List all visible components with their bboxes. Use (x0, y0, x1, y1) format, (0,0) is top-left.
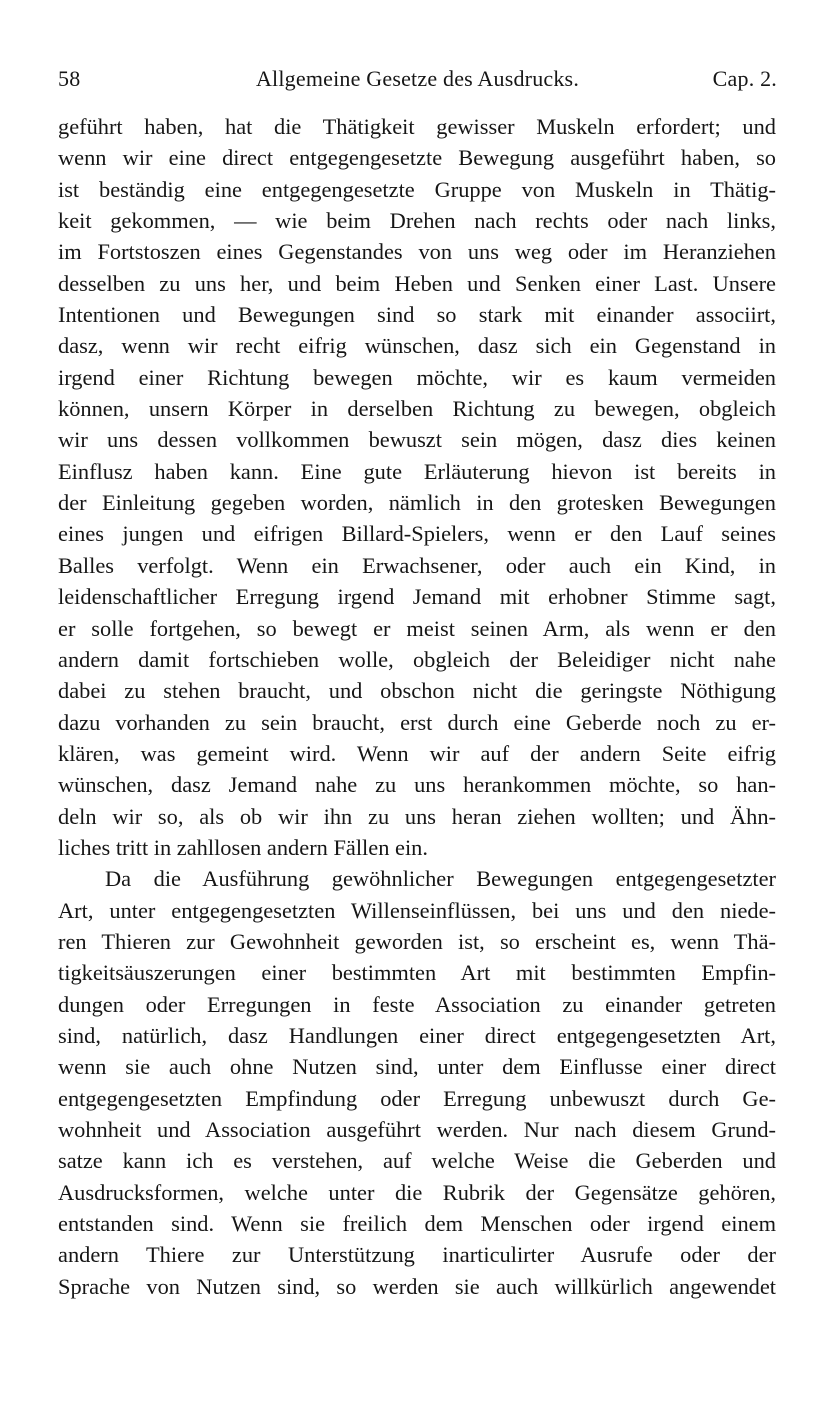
text-line: geführt haben, hat die Thätigkeit gewisser Muskeln erfordert; und (58, 114, 776, 139)
text-line: dungen oder Erregungen in feste Association zu einander getreten (58, 991, 776, 1017)
text-line: Sprache von Nutzen sind, so werden sie auch willkürlich angewendet (58, 1273, 776, 1299)
text-line: wünschen, dasz Jemand nahe zu uns herankommen möchte, so han- (58, 772, 776, 798)
body-text (58, 111, 776, 1302)
running-head (58, 64, 777, 94)
text-line: dazu vorhanden zu sein braucht, erst durch eine Geberde noch zu er- (58, 709, 776, 735)
running-title: Allgemeine Gesetze des Ausdrucks. (255, 66, 580, 91)
text-line: Art, unter entgegengesetzten Willenseinflüssen, bei uns und den niede- (58, 897, 776, 923)
text-line: dabei zu stehen braucht, und obschon nicht die geringste Nöthigung (58, 678, 776, 704)
text-line: Einflusz haben kann. Eine gute Erläuterung hievon ist bereits in (58, 458, 776, 484)
text-line: andern damit fortschieben wolle, obgleich der Beleidiger nicht nahe (58, 646, 776, 672)
text-line: desselben zu uns her, und beim Heben und Senken einer Last. Unsere (58, 270, 776, 296)
text-line: dasz, wenn wir recht eifrig wünschen, dasz sich ein Gegenstand in (58, 333, 776, 359)
text-line: Da die Ausführung gewöhnlicher Bewegungen entgegengesetzter (105, 866, 776, 892)
paragraph-2 (58, 863, 776, 1302)
text-line: wir uns dessen vollkommen bewuszt sein mögen, dasz dies keinen (58, 427, 776, 453)
text-line: Intentionen und Bewegungen sind so stark mit einander associirt, (58, 302, 776, 328)
page-number: 58 (58, 66, 81, 91)
text-line: können, unsern Körper in derselben Richtung zu bewegen, obgleich (58, 396, 776, 422)
text-line: er solle fortgehen, so bewegt er meist seinen Arm, als wenn er den (58, 615, 776, 641)
text-line: andern Thiere zur Unterstützung inarticulirter Ausrufe oder der (58, 1242, 776, 1268)
text-line: entstanden sind. Wenn sie freilich dem Menschen oder irgend einem (58, 1211, 776, 1237)
text-line: keit gekommen, — wie beim Drehen nach rechts oder nach links, (58, 208, 776, 234)
text-line: Ausdrucksformen, welche unter die Rubrik der Gegensätze gehören, (58, 1179, 776, 1205)
text-line: sind, natürlich, dasz Handlungen einer direct entgegengesetzten Art, (58, 1022, 776, 1048)
text-line: satze kann ich es verstehen, auf welche Weise die Geberden und (58, 1148, 776, 1174)
text-line: wohnheit und Association ausgeführt werden. Nur nach diesem Grund- (58, 1117, 776, 1142)
text-line: deln wir so, als ob wir ihn zu uns heran ziehen wollten; und Ähn- (58, 803, 776, 829)
text-line: ren Thieren zur Gewohnheit geworden ist, so erscheint es, wenn Thä- (58, 928, 776, 954)
text-line: ist beständig eine entgegengesetzte Gruppe von Muskeln in Thätig- (58, 176, 776, 202)
chapter-label: Cap. 2. (712, 66, 777, 91)
text-line: im Fortstoszen eines Gegenstandes von uns weg oder im Heranziehen (58, 239, 776, 265)
text-line: wenn sie auch ohne Nutzen sind, unter dem Einflusse einer direct (58, 1054, 776, 1080)
text-line: eines jungen und eifrigen Billard-Spielers, wenn er den Lauf seines (58, 521, 776, 547)
text-line: Balles verfolgt. Wenn ein Erwachsener, oder auch ein Kind, in (58, 552, 776, 578)
text-line: tigkeitsäuszerungen einer bestimmten Art mit bestimmten Empfin- (58, 960, 776, 986)
text-line: irgend einer Richtung bewegen möchte, wir es kaum vermeiden (58, 364, 776, 390)
text-line: klären, was gemeint wird. Wenn wir auf der andern Seite eifrig (58, 740, 776, 766)
text-line: wenn wir eine direct entgegengesetzte Bewegung ausgeführt haben, so (58, 145, 776, 171)
text-line: entgegengesetzten Empfindung oder Erregung unbewuszt durch Ge- (58, 1085, 776, 1111)
text-line: liches tritt in zahllosen andern Fällen ein. (58, 834, 428, 860)
paragraph-1 (58, 111, 776, 863)
text-line: leidenschaftlicher Erregung irgend Jemand mit erhobner Stimme sagt, (58, 584, 776, 610)
text-line: der Einleitung gegeben worden, nämlich in den grotesken Bewegungen (58, 490, 776, 516)
